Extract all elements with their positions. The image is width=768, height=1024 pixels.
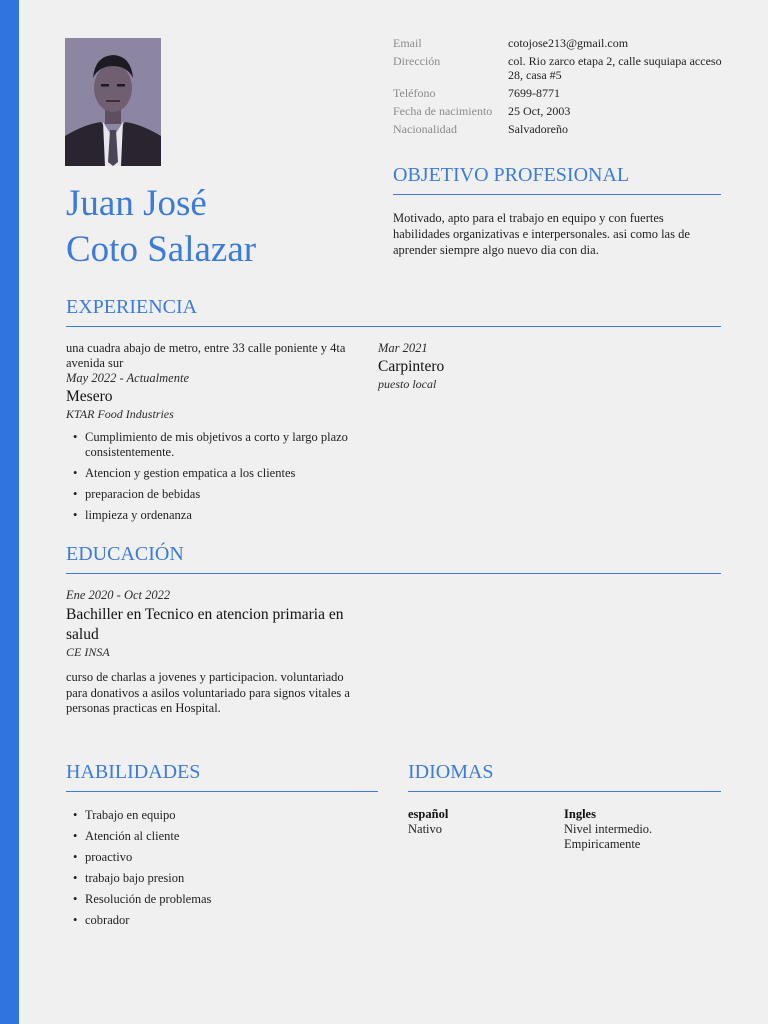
job-company: puesto local xyxy=(378,377,437,391)
name-last: Coto Salazar xyxy=(66,229,257,270)
job-role: Mesero xyxy=(66,388,113,405)
education-entry xyxy=(66,588,366,717)
nationality-value: Salvadoreño xyxy=(508,122,568,136)
name-first: Juan José xyxy=(66,183,207,224)
skills-title: HABILIDADES xyxy=(66,761,201,783)
list-item: • trabajo bajo presion xyxy=(85,871,366,886)
education-degree: Bachiller en Tecnico en atencion primaria en salud xyxy=(66,606,344,643)
language-entry-spanish xyxy=(408,807,558,837)
list-item: • Cumplimiento de mis objetivos a corto y largo plazo consistentemente. xyxy=(85,430,372,460)
skills-bullets xyxy=(66,808,366,928)
contact-row-email xyxy=(393,36,728,50)
list-item: • Atención al cliente xyxy=(85,829,366,844)
education-title: EDUCACIÓN xyxy=(66,543,184,565)
education-description: curso de charlas a jovenes y participacion. voluntariado para donativos a asilos voluntariado para signos vitales a personas practicas en Hospital. xyxy=(66,670,350,715)
list-item: • Trabajo en equipo xyxy=(85,808,366,823)
experience-title: EXPERIENCIA xyxy=(66,296,198,318)
objective-divider xyxy=(393,194,721,195)
language-entry-english xyxy=(564,807,694,852)
profile-photo xyxy=(65,38,161,166)
job-date: Mar 2021 xyxy=(378,341,428,355)
birth-value: 25 Oct, 2003 xyxy=(508,104,571,118)
skills-list xyxy=(66,808,366,934)
education-date: Ene 2020 - Oct 2022 xyxy=(66,588,171,602)
skills-divider xyxy=(66,791,378,792)
list-item: • proactivo xyxy=(85,850,366,865)
phone-value: 7699-8771 xyxy=(508,86,560,100)
address-label: Dirección xyxy=(393,54,441,68)
email-label: Email xyxy=(393,36,422,50)
job-responsibilities xyxy=(66,430,372,523)
objective-title: OBJETIVO PROFESIONAL xyxy=(393,164,630,186)
education-school: CE INSA xyxy=(66,645,110,659)
contact-row-address xyxy=(393,54,728,82)
job-role: Carpintero xyxy=(378,358,445,375)
job-company: KTAR Food Industries xyxy=(66,407,174,421)
contact-info xyxy=(393,36,728,140)
language-name: Ingles xyxy=(564,807,596,821)
language-level: Nivel intermedio. Empiricamente xyxy=(564,822,653,851)
contact-row-nationality xyxy=(393,122,728,136)
job-date: May 2022 - Actualmente xyxy=(66,371,189,385)
phone-label: Teléfono xyxy=(393,86,436,100)
birth-label: Fecha de nacimiento xyxy=(393,104,493,118)
contact-row-birth xyxy=(393,104,728,118)
languages-divider xyxy=(408,791,721,792)
address-value: col. Rio zarco etapa 2, calle suquiapa acceso 28, casa #5 xyxy=(508,54,722,82)
list-item: • limpieza y ordenanza xyxy=(85,508,372,523)
languages-title: IDIOMAS xyxy=(408,761,494,783)
email-value: cotojose213@gmail.com xyxy=(508,36,629,50)
list-item: • Resolución de problemas xyxy=(85,892,366,907)
list-item: • preparacion de bebidas xyxy=(85,487,372,502)
nationality-label: Nacionalidad xyxy=(393,122,457,136)
candidate-name xyxy=(66,181,376,273)
education-divider xyxy=(66,573,721,574)
language-level: Nativo xyxy=(408,822,443,836)
job-location: una cuadra abajo de metro, entre 33 calle poniente y 4ta avenida sur xyxy=(66,341,346,370)
accent-sidebar-bar xyxy=(0,0,19,1024)
experience-divider xyxy=(66,326,721,327)
list-item: • cobrador xyxy=(85,913,366,928)
objective-text: Motivado, apto para el trabajo en equipo y con fuertes habilidades organizativas e interpersonales. asi como las de aprender siempre algo nuevo dia con dia. xyxy=(393,211,690,257)
contact-row-phone xyxy=(393,86,728,100)
list-item: • Atencion y gestion empatica a los clientes xyxy=(85,466,372,481)
experience-entry-carpintero xyxy=(378,341,678,392)
experience-entry-mesero xyxy=(66,341,372,529)
language-name: español xyxy=(408,807,449,821)
